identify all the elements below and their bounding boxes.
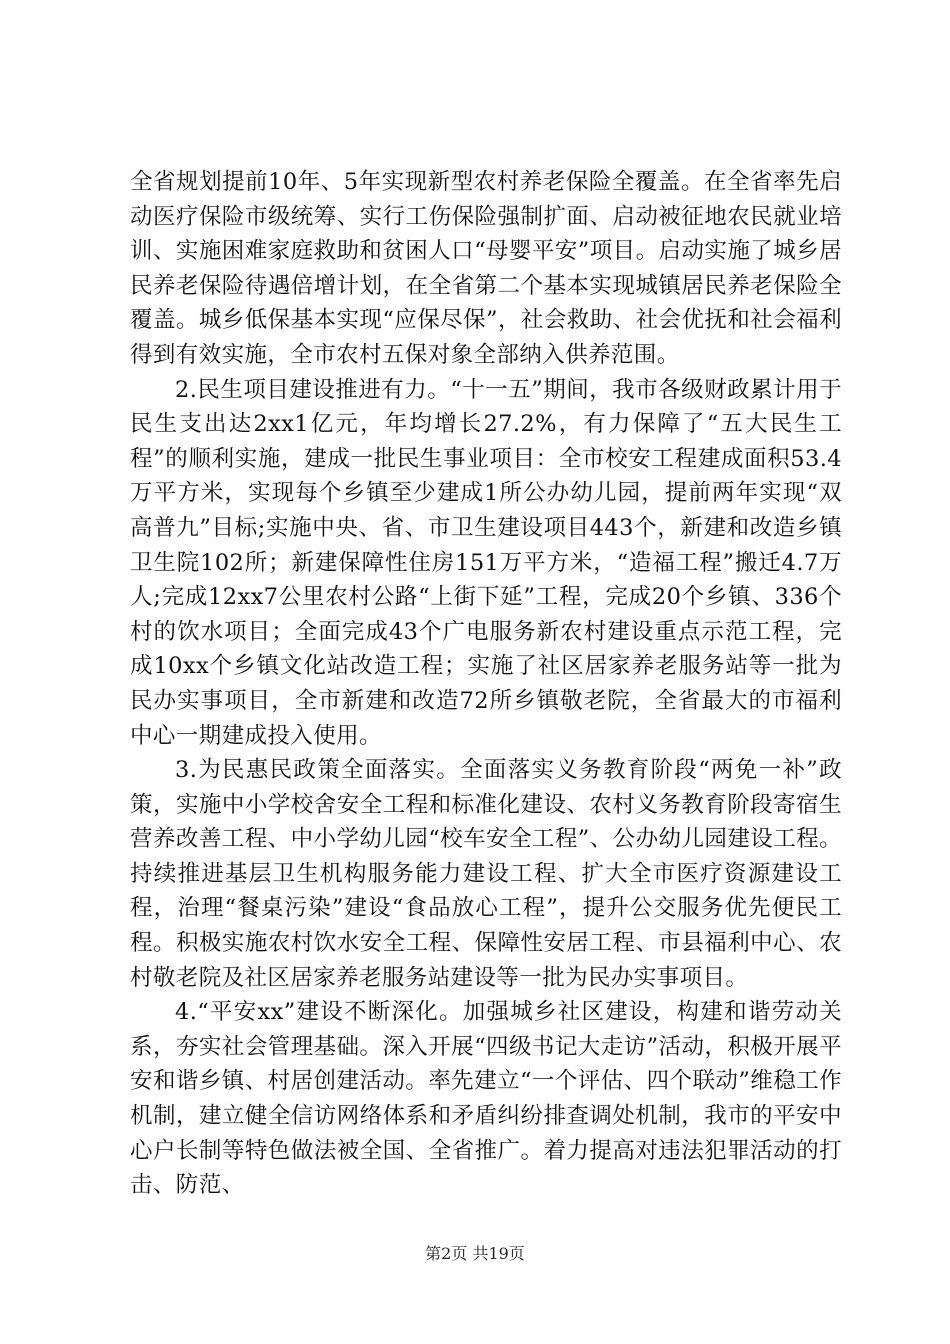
paragraph-item-4: 4.“平安xx”建设不断深化。加强城乡社区建设，构建和谐劳动关系，夯实社会管理基础。深入开展“四级书记大走访”活动，积极开展平安和谐乡镇、村居创建活动。率先建立“一个评估、四个联动”维稳工作机制，建立健全信访网络体系和矛盾纠纷排查调处机制，我市的平安中心户长制等特色做法被全国、全省推广。着力提高对违法犯罪活动的打击、防范、 bbox=[130, 999, 842, 1199]
paragraph-continued: 全省规划提前10年、5年实现新型农村养老保险全覆盖。在全省率先启动医疗保险市级统筹、实行工伤保险强制扩面、启动被征地农民就业培训、实施困难家庭救助和贫困人口“母婴平安”项目。启动实施了城乡居民养老保险待遇倍增计划，在全省第二个基本实现城镇居民养老保险全覆盖。城乡低保基本实现“应保尽保”，社会救助、社会优抚和社会福利得到有效实施，全市农村五保对象全部纳入供养范围。 bbox=[130, 169, 842, 368]
page-footer bbox=[0, 1244, 950, 1264]
paragraph-item-2: 2.民生项目建设推进有力。“十一五”期间，我市各级财政累计用于民生支出达2xx1亿元，年均增长27.2%，有力保障了“五大民生工程”的顺利实施，建成一批民生事业项目：全市校安工程建成面积53.4万平方米，实现每个乡镇至少建成1所公办幼儿园，提前两年实现“双高普九”目标;实施中央、省、市卫生建设项目443个，新建和改造乡镇卫生院102所；新建保障性住房151万平方米，“造福工程”搬迁4.7万人;完成12xx7公里农村公路“上街下延”工程，完成20个乡镇、336个村的饮水项目；全面完成43个广电服务新农村建设重点示范工程，完成10xx个乡镇文化站改造工程；实施了社区居家养老服务站等一批为民办实事项目，全市新建和改造72所乡镇敬老院，全省最大的市福利中心一期建成投入使用。 bbox=[130, 376, 842, 749]
paragraph-item-3: 3.为民惠民政策全面落实。全面落实义务教育阶段“两免一补”政策，实施中小学校舍安全工程和标准化建设、农村义务教育阶段寄宿生营养改善工程、中小学幼儿园“校车安全工程”、公办幼儿园建设工程。持续推进基层卫生机构服务能力建设工程、扩大全市医疗资源建设工程，治理“餐桌污染”建设“食品放心工程”，提升公交服务优先便民工程。积极实施农村饮水安全工程、保障性安居工程、市县福利中心、农村敬老院及社区居家养老服务站建设等一批为民办实事项目。 bbox=[130, 757, 842, 991]
page-number-label: 第2页 共19页 bbox=[425, 1244, 525, 1263]
document-body bbox=[130, 165, 842, 1203]
